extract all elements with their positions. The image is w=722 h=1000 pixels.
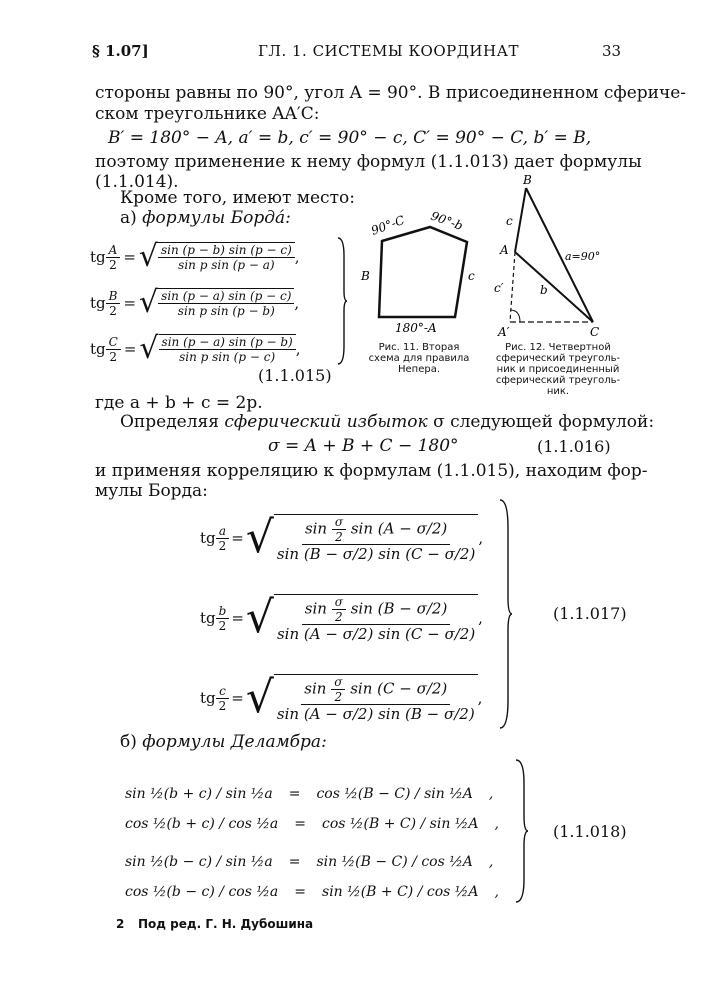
borda-sigma-formula	[200, 578, 500, 658]
delambre-row: sin ½(b − c) / sin ½a = sin ½(B − C) / cos ½A ,	[125, 854, 494, 870]
brace	[336, 236, 348, 366]
eq-sign: =	[123, 340, 137, 358]
borda-formula-B	[90, 280, 352, 326]
fig11-label: 180°-A	[395, 321, 437, 335]
equation-number: (1.1.016)	[537, 437, 611, 456]
delambre-term: cos ½(b − c) / cos ½a	[125, 884, 279, 900]
num-tail: sin (C − σ/2)	[350, 679, 448, 697]
running-title: ГЛ. 1. СИСТЕМЫ КООРДИНАТ	[258, 42, 519, 60]
frac-num: C	[106, 335, 121, 350]
delambre-term: sin ½(B − C) / cos ½A	[316, 854, 473, 870]
text-span: σ следующей формулой:	[427, 412, 655, 432]
lhs-fraction	[216, 524, 230, 553]
fig12-label: b	[540, 283, 548, 297]
eq-sign: =	[123, 248, 136, 266]
figure-12-triangle	[490, 170, 625, 340]
frac-num: A	[106, 243, 121, 258]
delambre-term: sin ½(b + c) / sin ½a	[125, 786, 273, 802]
footer-number: 2	[116, 917, 125, 931]
sqrt-sign: √	[245, 672, 274, 723]
fig11-label: 90°-C	[369, 212, 407, 238]
text-line: поэтому применение к нему формул (1.1.013) дает формулы	[95, 152, 642, 172]
frac-num: a	[216, 524, 229, 539]
frac-den: sin p sin (p − b)	[177, 304, 275, 318]
rhs-fraction	[159, 334, 296, 364]
tg-label: tg	[90, 294, 106, 312]
caption-line: сферический треуголь-	[495, 353, 621, 364]
eq-sign: =	[231, 689, 244, 707]
fig12-label: c′	[494, 281, 504, 295]
delambre-term: cos ½(b + c) / cos ½a	[125, 816, 279, 832]
brace	[498, 498, 514, 730]
comma: ,	[477, 689, 483, 707]
delambre-term: sin ½(B + C) / cos ½A	[322, 884, 479, 900]
page-number: 33	[602, 42, 622, 60]
caption-line: сферический треуголь-	[495, 375, 621, 386]
sqrt-sign: √	[139, 285, 159, 320]
rhs-fraction	[274, 594, 478, 643]
tg-label: tg	[200, 609, 216, 627]
delambre-formulas-right	[125, 790, 520, 926]
text-span: Определяя	[120, 412, 225, 432]
frac-num: sin (p − a) sin (p − b)	[159, 335, 296, 350]
frac-den: 2	[218, 698, 227, 713]
formula-line: B′ = 180° − A, a′ = b, c′ = 90° − c, C′ = 90° − C, b′ = B,	[108, 128, 592, 148]
text-span: б)	[120, 732, 143, 752]
delambre-row: sin ½(b + c) / sin ½a = cos ½(B − C) / sin ½A ,	[125, 786, 494, 802]
rhs-fraction	[274, 674, 478, 723]
text-span-italic: формулы Борда́:	[142, 208, 291, 228]
frac-den: 2	[218, 538, 227, 553]
borda-sigma-formulas	[200, 498, 500, 738]
num-tail: sin (A − σ/2)	[350, 519, 448, 537]
comma: ,	[478, 529, 484, 547]
frac-num: sin (p − a) sin (p − c)	[158, 289, 294, 304]
sqrt-sign: √	[138, 239, 159, 274]
figure-12-caption	[492, 342, 624, 397]
fig12-label: a=90°	[565, 250, 601, 263]
tg-label: tg	[200, 529, 216, 547]
sqrt-sign: √	[245, 592, 274, 643]
frac-den: sin p sin (p − a)	[178, 258, 275, 272]
brace	[514, 758, 530, 904]
sqrt-sign: √	[245, 512, 274, 563]
text-span-italic: сферический избыток	[224, 412, 428, 432]
frac-den: 2	[109, 303, 117, 318]
delambre-row: cos ½(b − c) / cos ½a = sin ½(B + C) / cos ½A ,	[125, 884, 499, 900]
frac-den: sin p sin (p − c)	[179, 350, 276, 364]
eq-sign: =	[123, 294, 137, 312]
delambre-row: cos ½(b + c) / cos ½a = cos ½(B + C) / sin ½A ,	[125, 816, 499, 832]
rhs-fraction	[158, 242, 295, 272]
sigma-formula: σ = A + B + C − 180°	[268, 436, 459, 456]
borda-formulas	[90, 234, 352, 372]
frac-num: sin $\frac{\sigma}{2}$ sin (A − σ/2)	[302, 515, 450, 545]
num-tail: sin (B − σ/2)	[350, 599, 448, 617]
frac-num: sin $\frac{\sigma}{2}$ sin (B − σ/2)	[302, 595, 451, 625]
borda-sigma-formula	[200, 658, 500, 738]
frac-den: 2	[109, 257, 117, 272]
borda-sigma-formula	[200, 498, 500, 578]
footer-text: Под ред. Г. Н. Дубошина	[138, 917, 314, 931]
caption-line: Рис. 11. Вторая	[378, 342, 460, 353]
lhs-fraction	[216, 684, 230, 713]
fig12-label: C	[590, 325, 600, 339]
delambre-term: sin ½(b − c) / sin ½a	[125, 854, 273, 870]
eq-sign: =	[231, 609, 244, 627]
comma: ,	[478, 609, 483, 627]
frac-den: sin (B − σ/2) sin (C − σ/2)	[276, 544, 476, 563]
fig12-label: A	[500, 243, 509, 257]
comma: ,	[295, 340, 301, 358]
caption-line: ник.	[546, 386, 570, 397]
text-line	[120, 732, 327, 753]
text-line: и применяя корреляцию к формулам (1.1.015), находим фор-	[95, 461, 648, 481]
text-line: (1.1.014).	[95, 172, 179, 192]
fig11-label: c	[468, 269, 475, 283]
tg-label: tg	[90, 248, 106, 266]
frac-den: sin (A − σ/2) sin (C − σ/2)	[276, 624, 476, 643]
frac-num: B	[106, 289, 121, 304]
comma: ,	[294, 294, 300, 312]
lhs-fraction	[106, 335, 121, 364]
text-line	[120, 208, 291, 229]
sqrt-sign: √	[139, 331, 159, 366]
lhs-fraction	[106, 289, 121, 318]
text-line: мулы Борда:	[95, 481, 208, 501]
frac-num: c	[216, 684, 229, 699]
tg-label: tg	[90, 340, 106, 358]
rhs-fraction	[274, 514, 478, 563]
delambre-term: cos ½(B − C) / sin ½A	[316, 786, 473, 802]
borda-formula-A	[90, 234, 352, 280]
delambre-term: cos ½(B + C) / sin ½A	[322, 816, 479, 832]
fig11-label: B	[361, 269, 370, 283]
frac-num: sin (p − b) sin (p − c)	[158, 243, 295, 258]
text-span: а)	[120, 208, 143, 228]
fig11-label: 90°-b	[428, 208, 465, 234]
frac-num: b	[216, 604, 230, 619]
equation-number: (1.1.015)	[258, 366, 332, 385]
lhs-fraction	[216, 604, 230, 633]
text-span-italic: формулы Деламбра:	[142, 732, 327, 752]
frac-num: sin $\frac{\sigma}{2}$ sin (C − σ/2)	[301, 675, 450, 705]
text-line: где a + b + c = 2p.	[95, 393, 263, 413]
section-ref: § 1.07]	[92, 42, 149, 60]
caption-line: схема для правила	[368, 353, 470, 364]
text-line: ском треугольнике AA′C:	[95, 104, 320, 124]
figure-11-caption	[360, 342, 478, 375]
equation-number: (1.1.017)	[553, 604, 627, 623]
fig12-label: A′	[498, 325, 510, 339]
figure-11-pentagon	[355, 205, 485, 335]
text-line: стороны равны по 90°, угол A = 90°. В присоединенном сфериче-	[95, 83, 687, 103]
rhs-fraction	[158, 288, 294, 318]
caption-line: Рис. 12. Четвертной	[505, 342, 611, 353]
text-line: Кроме того, имеют место:	[120, 188, 355, 208]
caption-line: Непера.	[397, 364, 441, 375]
eq-sign: =	[231, 529, 244, 547]
frac-den: 2	[109, 349, 118, 364]
frac-den: sin (A − σ/2) sin (B − σ/2)	[276, 704, 475, 723]
comma: ,	[294, 248, 300, 266]
fig12-label: c	[506, 214, 513, 228]
caption-line: ник и присоединенный	[496, 364, 620, 375]
equation-number: (1.1.018)	[553, 822, 627, 841]
fig12-label: B	[523, 173, 532, 187]
lhs-fraction	[106, 243, 121, 272]
text-line	[120, 412, 654, 433]
frac-den: 2	[218, 618, 227, 633]
tg-label: tg	[200, 689, 216, 707]
